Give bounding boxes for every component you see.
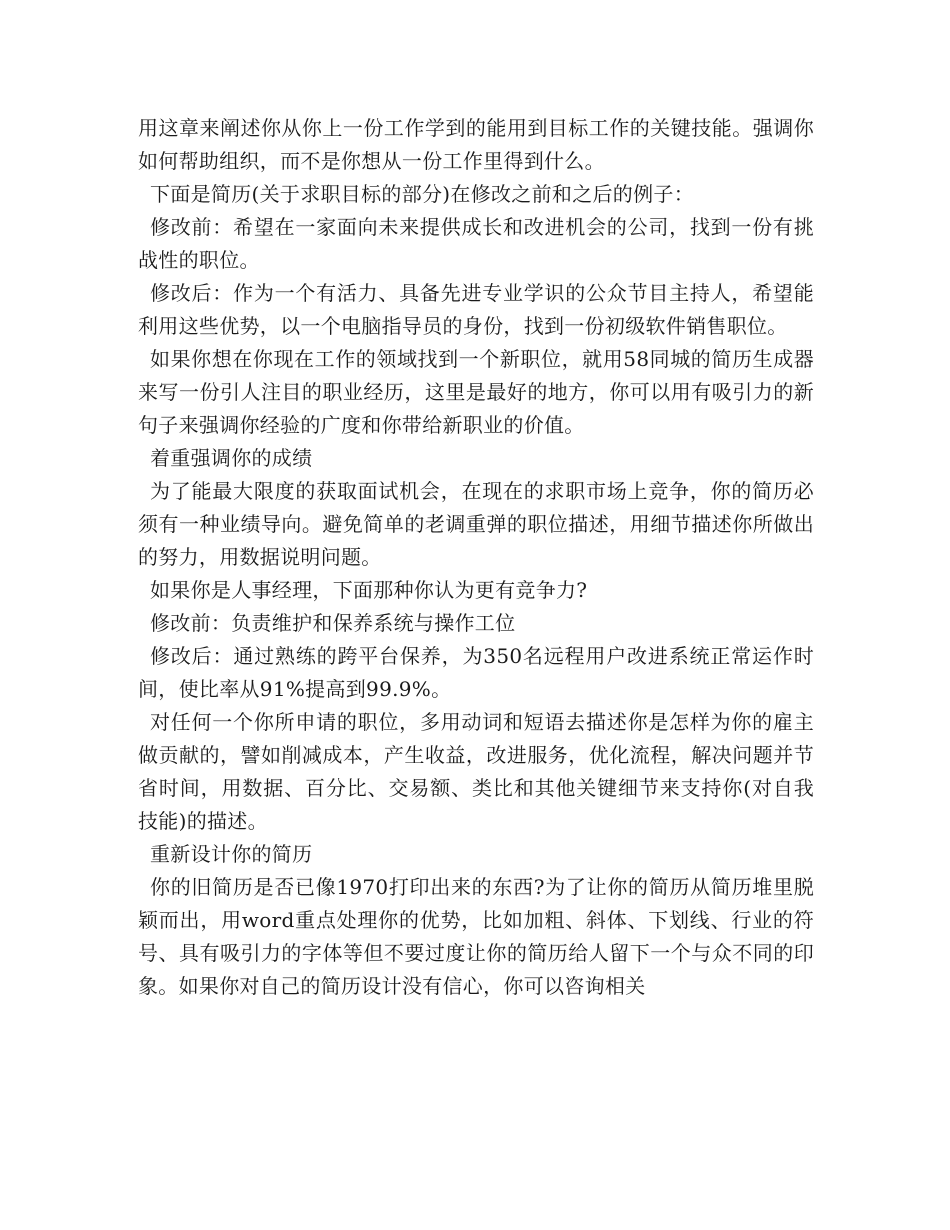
paragraph-before-duty: 修改前：负责维护和保养系统与操作工位 — [150, 611, 516, 635]
paragraph-after-duty: 修改后：通过熟练的跨平台保养，为350名远程用户改进系统正常运作时间，使比率从91%提高到99.9%。 — [138, 644, 814, 701]
heading-redesign-resume: 重新设计你的简历 — [150, 842, 313, 866]
document-page — [138, 112, 814, 1003]
paragraph-verbs-advice: 对任何一个你所申请的职位，多用动词和短语去描述你是怎样为你的雇主做贡献的，譬如削减成本，产生收益，改进服务，优化流程，解决问题并节省时间，用数据、百分比、交易额、类比和其他关键细节来支持你(对自我技能)的描述。 — [138, 710, 814, 833]
paragraph-before-objective: 修改前：希望在一家面向未来提供成长和改进机会的公司，找到一份有挑战性的职位。 — [138, 215, 814, 272]
paragraph-after-objective: 修改后：作为一个有活力、具备先进专业学识的公众节目主持人，希望能利用这些优势，以一个电脑指导员的身份，找到一份初级软件销售职位。 — [138, 281, 814, 338]
paragraph-achievement-orientation: 为了能最大限度的获取面试机会，在现在的求职市场上竞争，你的简历必须有一种业绩导向。避免简单的老调重弹的职位描述，用细节描述你所做出的努力，用数据说明问题。 — [138, 479, 814, 569]
paragraph-new-position: 如果你想在你现在工作的领域找到一个新职位，就用58同城的简历生成器来写一份引人注目的职业经历，这里是最好的地方，你可以用有吸引力的新句子来强调你经验的广度和你带给新职业的价值。 — [138, 347, 814, 437]
heading-emphasize-achievements: 着重强调你的成绩 — [150, 446, 313, 470]
paragraph-key-skills: 用这章来阐述你从你上一份工作学到的能用到目标工作的关键技能。强调你如何帮助组织，而不是你想从一份工作里得到什么。 — [138, 116, 814, 173]
paragraph-redesign-advice: 你的旧简历是否已像1970打印出来的东西?为了让你的简历从简历堆里脱颖而出，用word重点处理你的优势，比如加粗、斜体、下划线、行业的符号、具有吸引力的字体等但不要过度让你的简历给人留下一个与众不同的印象。如果你对自己的简历设计没有信心，你可以咨询相关 — [138, 875, 814, 998]
paragraph-hr-question: 如果你是人事经理，下面那种你认为更有竞争力? — [150, 578, 588, 602]
paragraph-examples-intro: 下面是简历(关于求职目标的部分)在修改之前和之后的例子： — [150, 182, 695, 206]
